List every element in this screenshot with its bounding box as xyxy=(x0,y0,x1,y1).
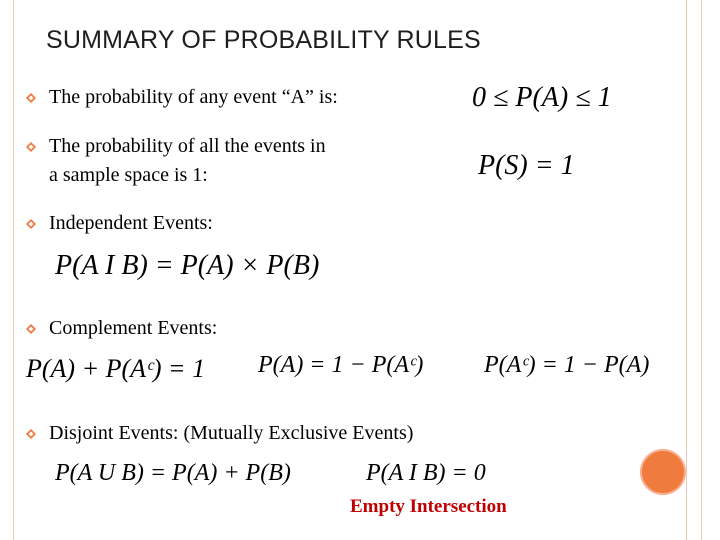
bullet-text: Independent Events: xyxy=(49,212,213,234)
formula-complement-sum: P(A) + P(Aᶜ) = 1 xyxy=(26,354,206,383)
bullet-text-continued: a sample space is 1: xyxy=(49,164,208,186)
formula-sample-space: P(S) = 1 xyxy=(478,150,575,181)
formula-disjoint-union: P(A U B) = P(A) + P(B) xyxy=(55,460,291,486)
right-rail xyxy=(686,0,702,540)
formula-event-bounds: 0 ≤ P(A) ≤ 1 xyxy=(472,82,612,113)
formula-complement-ac: P(Aᶜ) = 1 − P(A) xyxy=(484,352,650,378)
bullet-text: Disjoint Events: (Mutually Exclusive Events) xyxy=(49,422,414,444)
diamond-bullet-icon xyxy=(26,324,36,334)
diamond-bullet-icon xyxy=(26,429,36,439)
formula-complement-a: P(A) = 1 − P(Aᶜ) xyxy=(258,352,424,378)
accent-circle xyxy=(640,449,686,495)
bullet-text: The probability of any event “A” is: xyxy=(49,86,338,108)
bullet-text: The probability of all the events in xyxy=(49,135,326,157)
empty-intersection-note: Empty Intersection xyxy=(350,496,507,517)
diamond-bullet-icon xyxy=(26,93,36,103)
diamond-bullet-icon xyxy=(26,142,36,152)
bullet-text: Complement Events: xyxy=(49,317,218,339)
formula-disjoint-intersection: P(A I B) = 0 xyxy=(366,460,486,486)
diamond-bullet-icon xyxy=(26,219,36,229)
left-border-line xyxy=(13,0,14,540)
formula-independent: P(A I B) = P(A) × P(B) xyxy=(55,250,320,281)
slide-title: SUMMARY OF PROBABILITY RULES xyxy=(46,26,481,54)
